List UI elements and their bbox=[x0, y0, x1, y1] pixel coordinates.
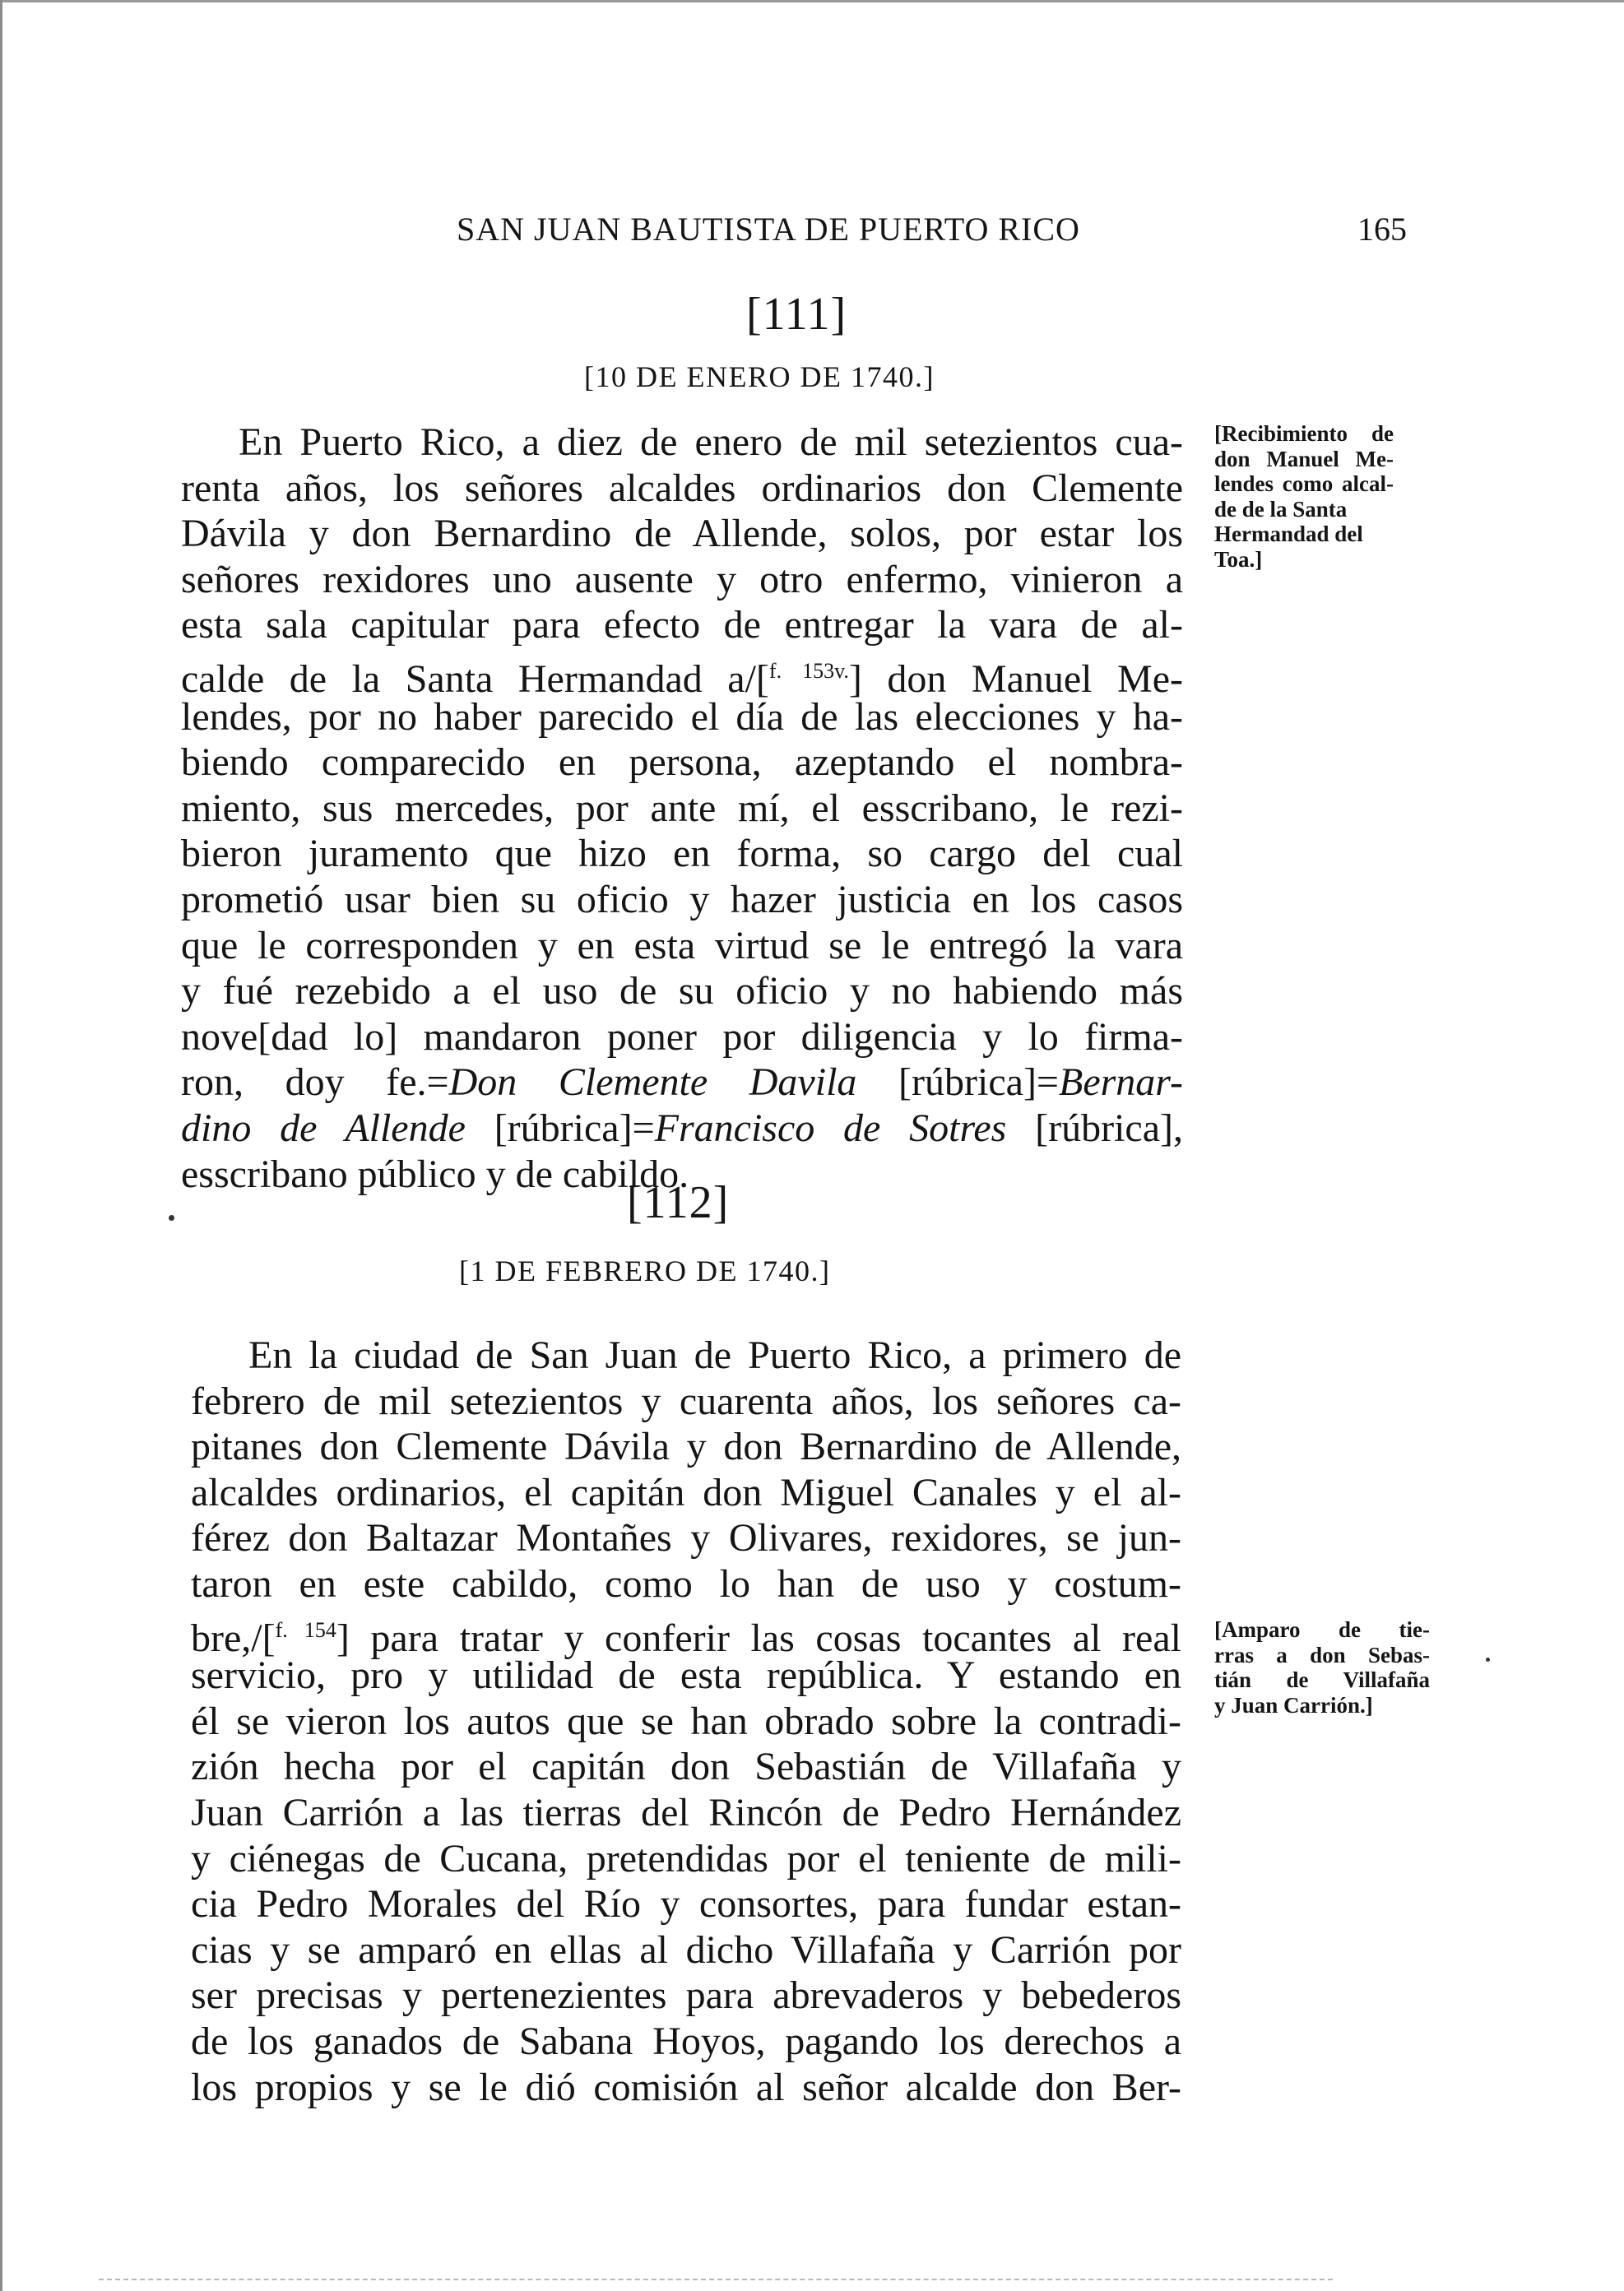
text-line: renta años, los señores alcaldes ordinarios don Clemente bbox=[181, 466, 1183, 510]
entry-111-body bbox=[181, 420, 1183, 1197]
text-line: En Puerto Rico, a diez de enero de mil setezientos cua- bbox=[239, 420, 1183, 464]
text-line: esscribano público y de cabildo. bbox=[181, 1152, 689, 1196]
margin-note-line: rras a don Sebas- bbox=[1214, 1642, 1430, 1667]
margin-note-line: y Juan Carrión.] bbox=[1214, 1692, 1373, 1718]
text-line: calde de la Santa Hermandad a/[$^{f. 153v.}$] don Manuel Me- bbox=[181, 656, 1183, 701]
text-line: de los ganados de Sabana Hoyos, pagando los derechos a bbox=[191, 2019, 1181, 2063]
text-line: que le corresponden y en esta virtud se le entregó la vara bbox=[181, 923, 1183, 967]
margin-note-line: tián de Villafaña bbox=[1214, 1667, 1430, 1692]
text-line: y fué rezebido a el uso de su oficio y no habiendo más bbox=[181, 969, 1183, 1013]
text-line: prometió usar bien su oficio y hazer justicia en los casos bbox=[181, 877, 1183, 921]
print-speck bbox=[169, 1215, 174, 1221]
text-line: biendo comparecido en persona, azeptando el nombra- bbox=[181, 740, 1183, 785]
margin-note-line: don Manuel Me- bbox=[1214, 446, 1394, 471]
margin-note-line: [Amparo de tie- bbox=[1214, 1617, 1430, 1642]
text-line: él se vieron los autos que se han obrado sobre la contradi- bbox=[191, 1699, 1181, 1743]
margin-note-line: de de la Santa bbox=[1214, 496, 1348, 522]
text-line: dino de Allende [rúbrica]=Francisco de Sotres [rúbrica], bbox=[181, 1106, 1184, 1150]
text-line: pitanes don Clemente Dávila y don Bernardino de Allende, bbox=[191, 1425, 1181, 1469]
text-line: bieron juramento que hizo en forma, so cargo del cual bbox=[181, 832, 1183, 876]
entry-111-number: [111] bbox=[746, 289, 847, 340]
text-line: zión hecha por el capitán don Sebastián de Villafaña y bbox=[191, 1745, 1181, 1789]
page-top-edge bbox=[0, 0, 1624, 2]
running-title: SAN JUAN BAUTISTA DE PUERTO RICO bbox=[457, 211, 1080, 248]
text-line: febrero de mil setezientos y cuarenta años, los señores ca- bbox=[191, 1379, 1181, 1423]
page-bottom-edge bbox=[99, 2279, 1333, 2282]
margin-note-line: [Recibimiento de bbox=[1214, 421, 1394, 446]
entry-112-date: [1 DE FEBRERO DE 1740.] bbox=[459, 1254, 831, 1287]
text-line: y ciénegas de Cucana, pretendidas por el teniente de mili- bbox=[191, 1836, 1181, 1881]
text-line: cias y se amparó en ellas al dicho Villafaña y Carrión por bbox=[191, 1927, 1181, 1972]
text-line: servicio, pro y utilidad de esta república. Y estando en bbox=[191, 1653, 1181, 1698]
page-number: 165 bbox=[1357, 211, 1407, 248]
entry-112-number: [112] bbox=[627, 1177, 730, 1228]
text-line: férez don Baltazar Montañes y Olivares, rexidores, se jun- bbox=[191, 1516, 1181, 1561]
text-line: esta sala capitular para efecto de entregar la vara de al- bbox=[181, 603, 1183, 647]
entry-112-margin-note bbox=[1214, 1617, 1430, 1718]
text-line: alcaldes ordinarios, el capitán don Miguel Canales y el al- bbox=[191, 1470, 1181, 1514]
page-left-edge bbox=[0, 0, 2, 2291]
text-line: Dávila y don Bernardino de Allende, solos, por estar los bbox=[181, 512, 1183, 556]
text-line: lendes, por no haber parecido el día de las elecciones y ha- bbox=[181, 694, 1183, 739]
text-line: cia Pedro Morales del Río y consortes, para fundar estan- bbox=[191, 1882, 1181, 1927]
text-line: ron, doy fe.=Don Clemente Davila [rúbrica]=Bernar- bbox=[181, 1060, 1184, 1105]
text-line: nove[dad lo] mandaron poner por diligencia y lo firma- bbox=[181, 1014, 1183, 1059]
entry-112-body bbox=[191, 1333, 1181, 2110]
text-line: miento, sus mercedes, por ante mí, el esscribano, le rezi- bbox=[181, 786, 1183, 830]
entry-111-margin-note bbox=[1214, 421, 1394, 572]
margin-note-line: Hermandad del bbox=[1214, 522, 1363, 546]
text-line: ser precisas y pertenezientes para abrevaderos y bebederos bbox=[191, 1973, 1181, 2018]
text-line: Juan Carrión a las tierras del Rincón de Pedro Hernández bbox=[191, 1790, 1181, 1834]
margin-note-line: lendes como alcal- bbox=[1214, 471, 1394, 496]
text-line: señores rexidores uno ausente y otro enfermo, vinieron a bbox=[181, 557, 1183, 601]
text-line: bre,/[$^{f. 154}$] para tratar y conferir las cosas tocantes al real bbox=[191, 1616, 1181, 1660]
margin-note-line: Toa.] bbox=[1214, 546, 1263, 572]
text-line: En la ciudad de San Juan de Puerto Rico, a primero de bbox=[248, 1333, 1181, 1377]
text-line: taron en este cabildo, como lo han de uso y costum- bbox=[191, 1561, 1181, 1606]
print-speck bbox=[1486, 1658, 1490, 1662]
entry-111-date: [10 DE ENERO DE 1740.] bbox=[584, 360, 935, 393]
text-line: los propios y se le dió comisión al señor alcalde don Ber- bbox=[191, 2065, 1181, 2109]
